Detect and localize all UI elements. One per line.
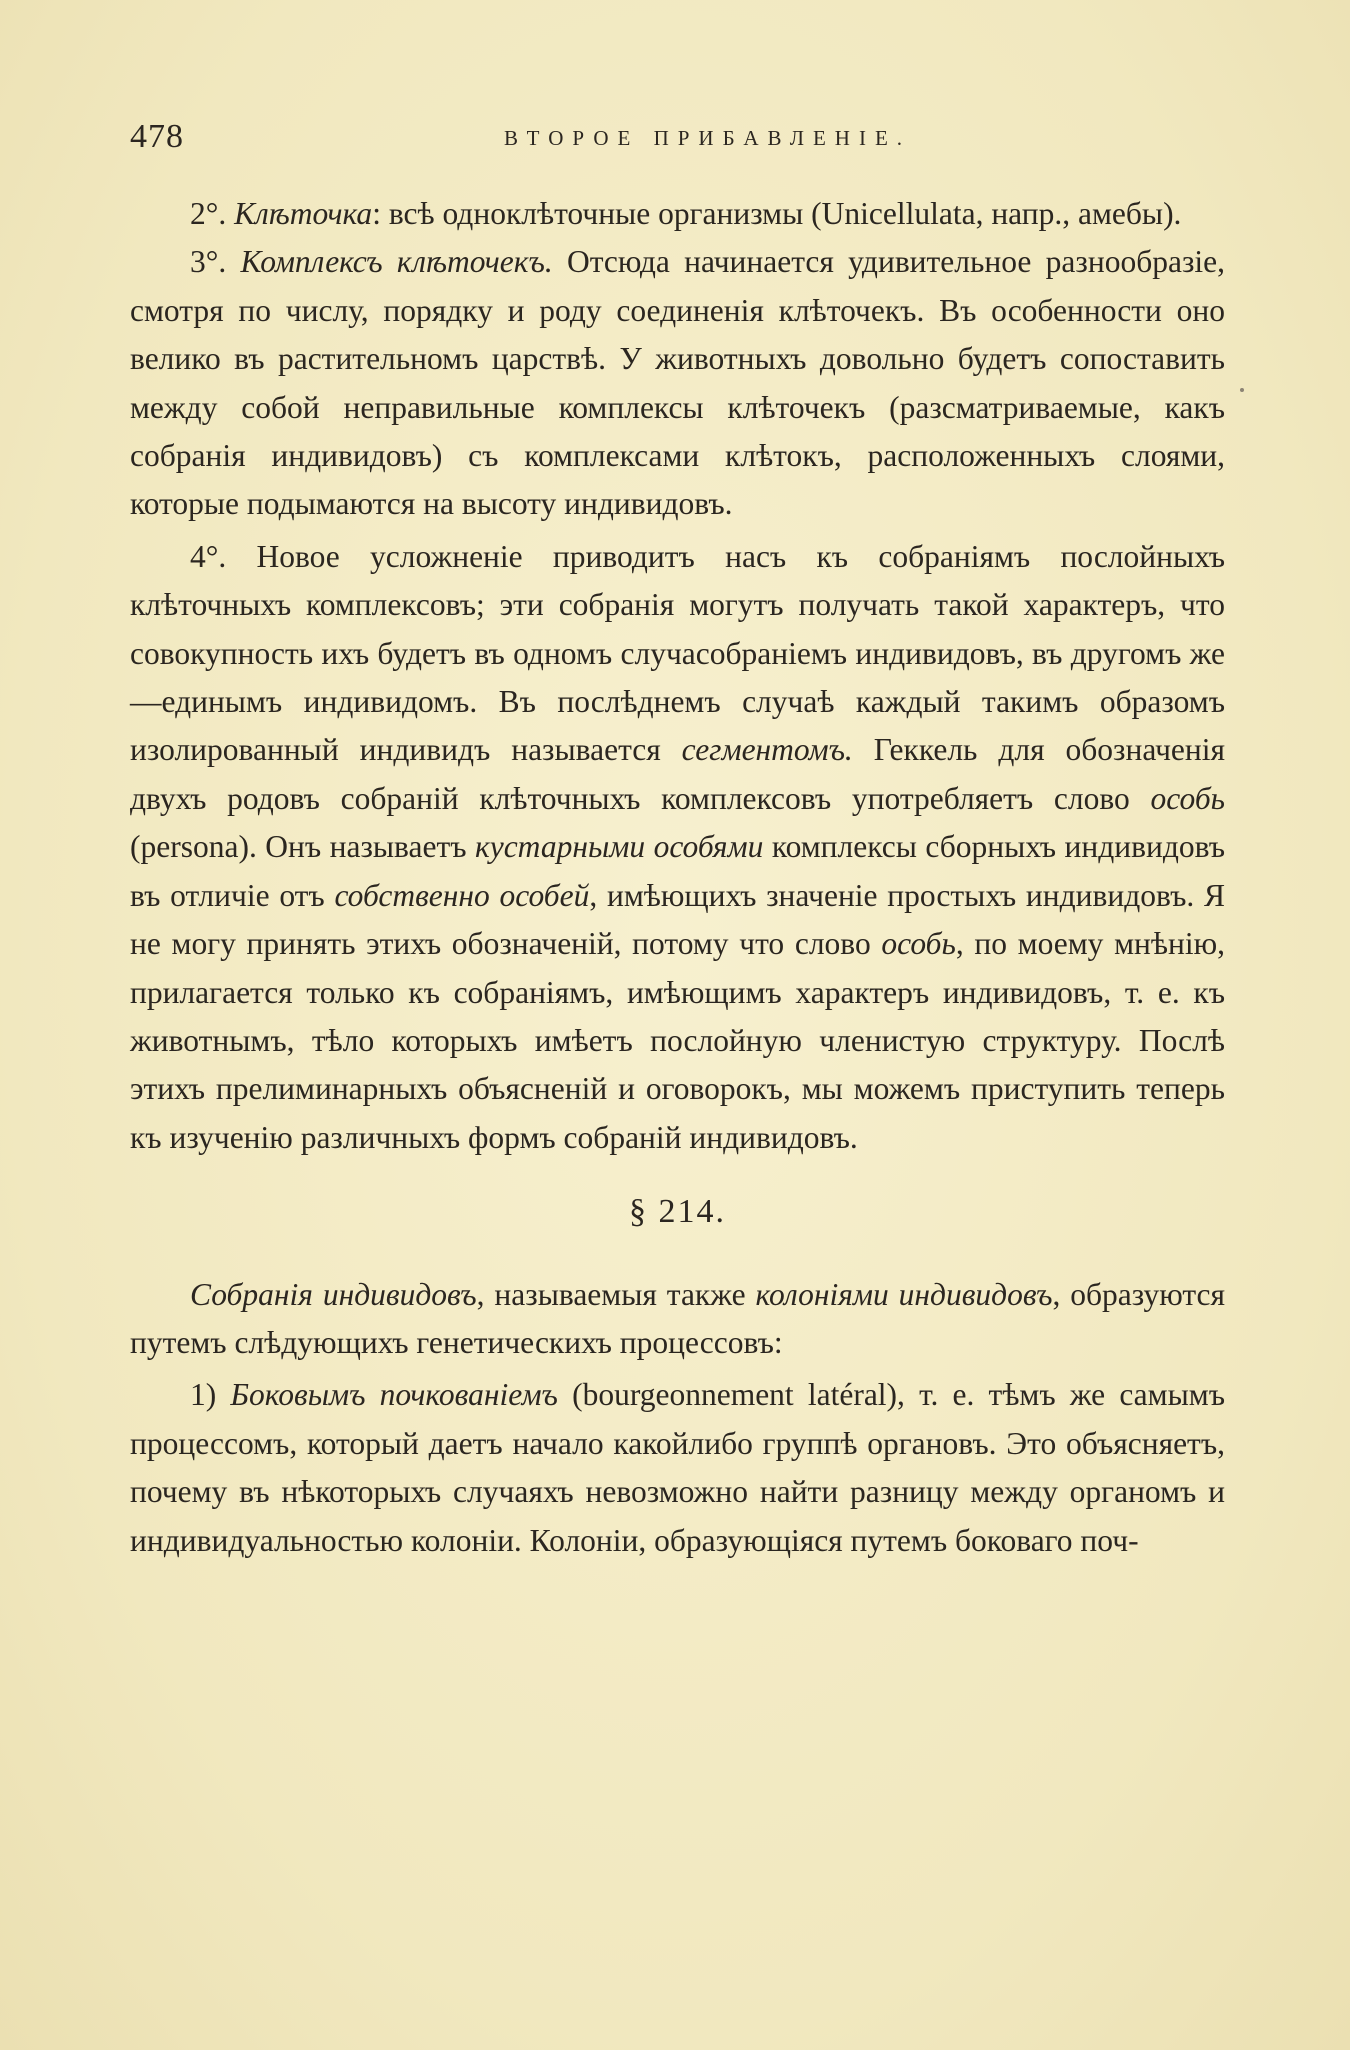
- item-number: 2°.: [190, 196, 227, 231]
- term-sobraniya: Собранія индивидовъ: [190, 1276, 477, 1312]
- paragraph-text: комплексы сборныхъ индивидовъ въ отличіе отъ: [130, 829, 1226, 913]
- running-head: [130, 118, 1225, 166]
- paragraph-text: , имѣющихъ значеніе простыхъ индивидовъ. Я не могу принять этихъ обозначеній, потому что слово: [130, 877, 1225, 962]
- term-osob-2: особь: [881, 926, 956, 962]
- term-kletochka: Клѣточка: [234, 196, 373, 231]
- paragraph-3: [130, 238, 1225, 528]
- term-segment: сегментомъ.: [681, 732, 853, 768]
- section-heading: § 214.: [629, 1193, 726, 1231]
- page-body: [130, 190, 1225, 1565]
- paragraph-text: Отсюда начинается удивительное разнообразіе, смотря по числу, порядку и роду соединенія клѣточекъ. Въ особенности оно велико въ растительномъ царствѣ. У животныхъ довольно будетъ сопоставить между собой неправильные комплексы клѣточекъ (разсматриваемые, какъ собранія индивидовъ) съ комплексами клѣтокъ, расположенныхъ слоями, которые подымаются на высоту индивидовъ.: [130, 244, 1225, 522]
- paragraph-text: (persona). Онъ называетъ: [130, 829, 475, 865]
- paragraph-text: 4°. Новое усложненіе приводитъ насъ къ собраніямъ послойныхъ клѣточныхъ комплексовъ; эти собранія могутъ получать такой характеръ, что совокупность ихъ будетъ въ одномъ случасобраніемъ индивидовъ, въ другомъ же—единымъ индивидомъ. Въ послѣднемъ случаѣ каждый такимъ образомъ изолированный индивидъ называется: [130, 538, 1225, 768]
- paragraph-text: Геккель для обозначенія двухъ родовъ собраній клѣточныхъ комплексовъ употребляетъ слово: [130, 732, 1225, 816]
- term-kustarnye-osobi: кустарными особями: [474, 829, 764, 865]
- paragraph-item-1: [130, 1371, 1225, 1565]
- item-number: 1): [190, 1377, 217, 1413]
- page-number: 478: [130, 118, 184, 155]
- paragraph-section-intro: [130, 1271, 1225, 1368]
- term-osob: особь: [1150, 780, 1225, 816]
- paragraph-text: , по моему мнѣнію, прилагается только къ собраніямъ, имѣющимъ характеръ индивидовъ, т. е. къ животнымъ, тѣло которыхъ имѣетъ послойную членистую структуру. Послѣ этихъ прелиминарныхъ объясненій и оговорокъ, мы можемъ приступить теперь къ изученію различныхъ формъ собраній индивидовъ.: [130, 926, 1225, 1155]
- paper-speck: [1240, 388, 1244, 392]
- paragraph-text: : всѣ одноклѣточные организмы (Unicellulata, напр., амебы).: [372, 196, 1182, 231]
- term-bokovoe-pochkovanie: Боковымъ почкованіемъ: [230, 1377, 558, 1413]
- term-sobstvenno-osobi: собственно особей: [334, 877, 590, 913]
- paragraph-text: , образуются путемъ слѣдующихъ генетическихъ процессовъ:: [130, 1276, 1226, 1360]
- term-kolonii: колоніями индивидовъ: [755, 1276, 1053, 1312]
- paragraph-4: [130, 533, 1225, 1162]
- term-kompleks: Комплексъ клѣточекъ.: [240, 244, 553, 280]
- paragraph-2: [130, 190, 1225, 238]
- paragraph-text: , называемыя также: [476, 1276, 756, 1312]
- paragraph-text: (bourgeonnement latéral), т. е. тѣмъ же самымъ процессомъ, который даетъ начало какойлибо группѣ органовъ. Это объясняетъ, почему въ нѣкоторыхъ случаяхъ невозможно найти разницу между органомъ и индивидуальностью колоніи. Колоніи, образующіяся путемъ боковаго поч-: [130, 1377, 1225, 1558]
- item-number: 3°.: [190, 244, 227, 280]
- running-title: ВТОРОЕ ПРИБАВЛЕНІЕ.: [503, 126, 912, 150]
